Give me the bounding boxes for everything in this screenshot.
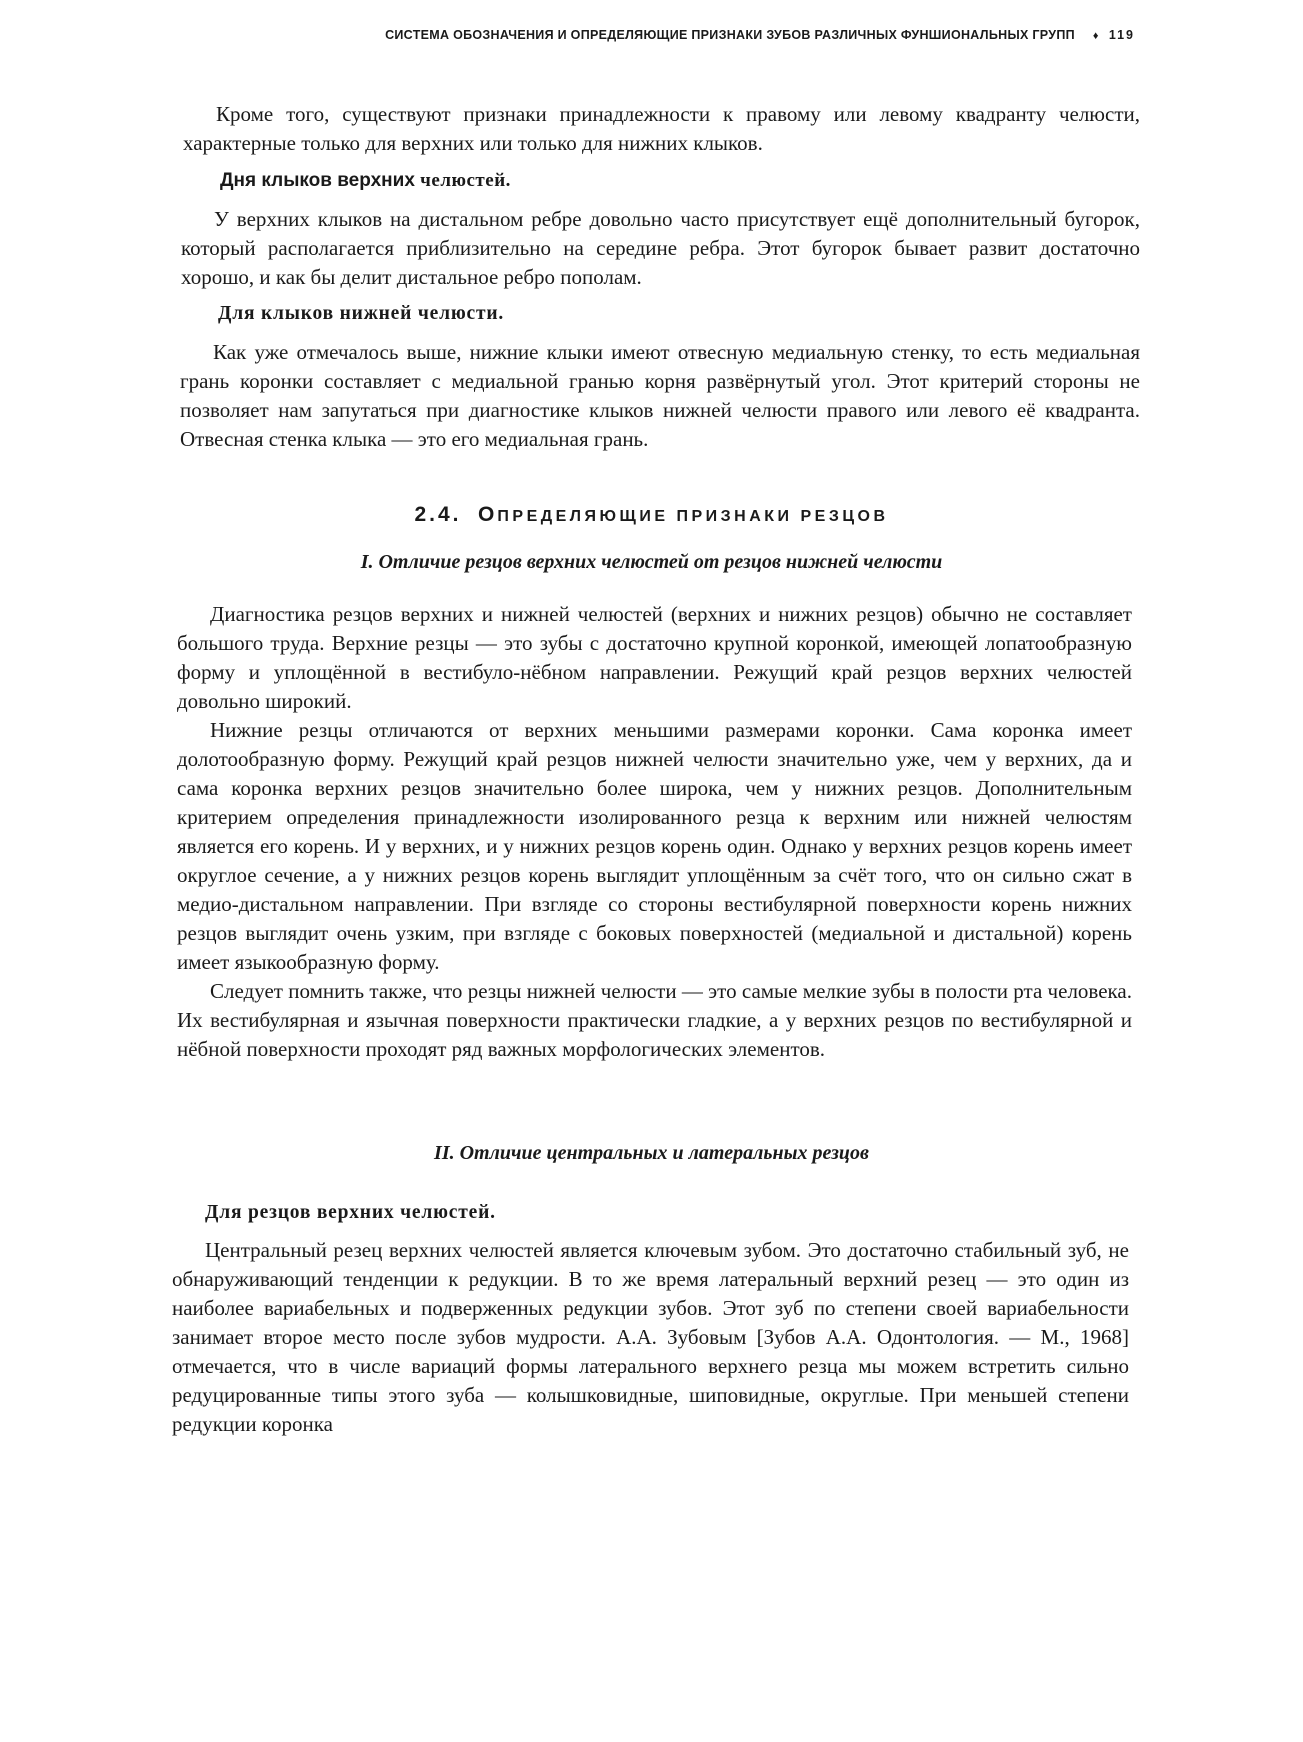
part-one-paragraph-3: Следует помнить также, что резцы нижней челюсти — это самые мелкие зубы в полости рта человека. Их вестибулярная и язычная поверхности практически гладкие, а у верхних резцов по вестибулярной и нёбной поверхности проходят ряд важных морфологических элементов. xyxy=(177,979,1132,1061)
diamond-icon: ♦ xyxy=(1092,30,1099,42)
part-two-paragraph: Центральный резец верхних челюстей является ключевым зубом. Это достаточно стабильный зуб, не обнаруживающий тенденции к редукции. В то же время латеральный верхний резец — это один из наиболее вариабельных и подверженных редукции зубов. Этот зуб по степени своей вариабельности занимает второе место после зубов мудрости. А.А. Зубовым [Зубов А.А. Одонтология. — М., 1968] отмечается, что в числе вариаций формы латерального верхнего резца мы можем встретить сильно редуцированные типы этого зуба — колышковидные, шиповидные, округлые. При меньшей степени редукции коронка xyxy=(172,1238,1129,1436)
lower-canines-block xyxy=(180,338,1140,454)
page-number: 119 xyxy=(1108,28,1135,42)
running-header-title: СИСТЕМА ОБОЗНАЧЕНИЯ И ОПРЕДЕЛЯЮЩИЕ ПРИЗНАКИ ЗУБОВ РАЗЛИЧНЫХ ФУНШИОНАЛЬНЫХ ГРУПП xyxy=(385,28,1075,42)
running-header xyxy=(385,28,1135,42)
part-two-block xyxy=(172,1236,1129,1439)
section-number: 2.4. xyxy=(414,503,462,526)
section-title xyxy=(0,503,1303,527)
upper-canines-paragraph: У верхних клыков на дистальном ребре довольно часто присутствует ещё дополнительный бугорок, который располагается приблизительно на середине ребра. Этот бугорок бывает развит достаточно хорошо, и как бы делит дистальное ребро пополам. xyxy=(181,207,1140,289)
intro-block xyxy=(183,100,1140,158)
upper-canines-heading xyxy=(220,170,511,192)
part-two-heading: II. Отличие центральных и латеральных резцов xyxy=(434,1142,869,1164)
part-one-paragraph-2: Нижние резцы отличаются от верхних меньшими размерами коронки. Сама коронка имеет долотообразную форму. Режущий край резцов нижней челюсти значительно уже, чем у верхних, да и сама коронка верхних резцов значительно более широка, чем у нижних резцов. Дополнительным критерием определения принадлежности изолированного резца к верхним или нижней челюстям является его корень. И у верхних, и у нижних резцов корень один. Однако у верхних резцов корень имеет округлое сечение, а у нижних резцов корень выглядит уплощённым за счёт того, что он сильно сжат в медио-дистальном направлении. При взгляде со стороны вестибулярной поверхности корень нижних резцов выглядит очень узким, при взгляде с боковых поверхностей (медиальной и дистальной) корень имеет языкообразную форму. xyxy=(177,718,1132,974)
part-one-paragraph-1: Диагностика резцов верхних и нижней челюстей (верхних и нижних резцов) обычно не составляет большого труда. Верхние резцы — это зубы с достаточно крупной коронкой, имеющей лопатообразную форму и уплощённой в вестибуло-нёбном направлении. Режущий край резцов верхних челюстей довольно широкий. xyxy=(177,602,1132,713)
upper-canines-heading-sans: Дня клыков верхних xyxy=(220,170,415,191)
upper-canines-block xyxy=(181,205,1140,292)
intro-paragraph: Кроме того, существуют признаки принадлежности к правому или левому квадранту челюсти, характерные только для верхних или только для нижних клыков. xyxy=(183,102,1140,155)
lower-canines-paragraph: Как уже отмечалось выше, нижние клыки имеют отвесную медиальную стенку, то есть медиальная грань коронки составляет с медиальной гранью корня развёрнутый угол. Этот критерий стороны не позволяет нам запутаться при диагностике клыков нижней челюсти правого или левого её квадранта. Отвесная стенка клыка — это его медиальная грань. xyxy=(180,340,1140,451)
lower-canines-heading: Для клыков нижней челюсти. xyxy=(218,303,505,324)
section-title-first-letter: О xyxy=(478,503,498,526)
upper-incisors-heading: Для резцов верхних челюстей. xyxy=(205,1202,496,1223)
part-one-block xyxy=(177,600,1132,1064)
part-one-heading: I. Отличие резцов верхних челюстей от резцов нижней челюсти xyxy=(360,551,943,573)
upper-canines-heading-serif: челюстей. xyxy=(420,170,511,191)
section-title-rest: ПРЕДЕЛЯЮЩИЕ ПРИЗНАКИ РЕЗЦОВ xyxy=(497,508,889,525)
